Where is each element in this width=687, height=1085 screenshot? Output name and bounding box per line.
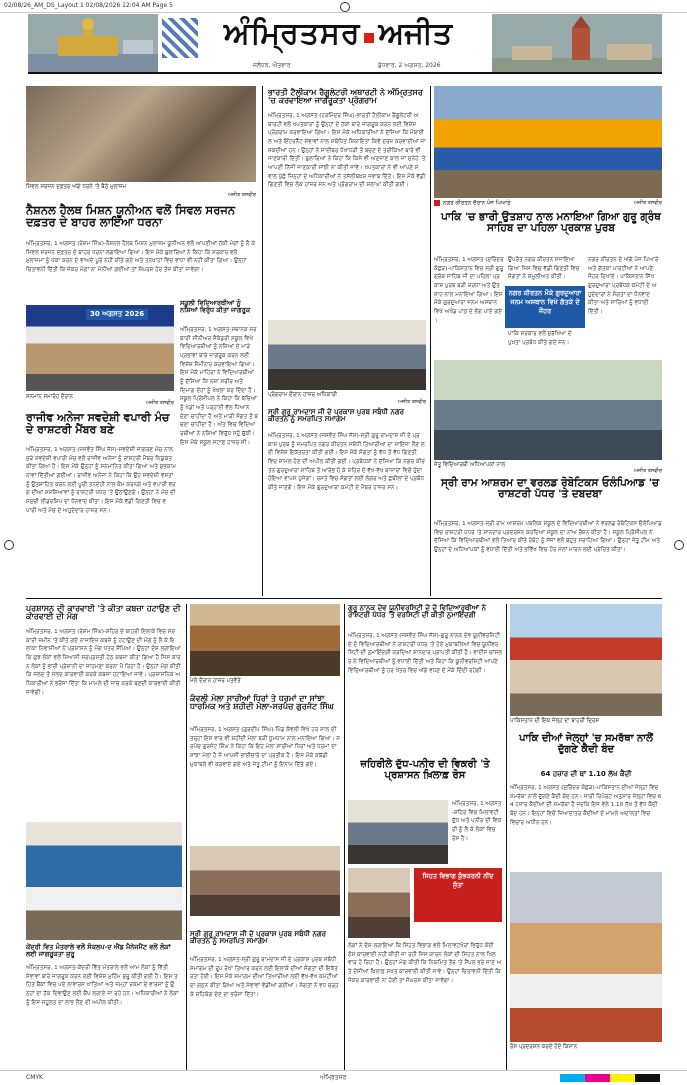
aneja-photo (26, 305, 174, 391)
parkash-pull-quote: ਨਗਰ ਕੀਰਤਨ ਮੌਕੇ ਗੁਰਦੁਆਰਾ ਜਨਮ ਅਸਥਾਨ ਵਿਖੇ ਗੱਤਕੇ ਦੇ ਜੌਹਰ (505, 286, 585, 328)
golden-temple-icon (28, 14, 158, 72)
mela-body: ਅੰਮ੍ਰਿਤਸਰ, 1 ਅਗਸਤ (ਗੁਰਦੀਪ ਸਿੰਘ)-ਪਿੰਡ ਕੰਵਲੀ ਵਿਖੇ ਹਰ ਸਾਲ ਦੀ ਤਰ੍ਹਾਂ ਇਸ ਵਾਰ ਵੀ ਸ਼ਹੀਦੀ ਮੇਲਾ ਬੜੀ ਧੂਮਧਾਮ ਨਾਲ ਮਨਾਇਆ ਗਿਆ। ਸਰਪੰਚ ਗੁਰਜੰਟ ਸਿੰਘ ਨੇ ਕਿਹਾ ਕਿ ਇਹ ਮੇਲਾ ਸਾਰੀਆਂ ਧਿਰਾਂ ਅਤੇ ਧਰਮਾਂ ਦਾ ਸਾਂਝਾ ਮੇਲਾ ਹੈ ਜੋ ਆਪਸੀ ਭਾਈਚਾਰੇ ਦਾ ਪ੍ਰਤੀਕ ਹੈ। ਇਸ ਮੌਕੇ ਕਬੱਡੀ ਮੁਕਾਬਲੇ ਵੀ ਕਰਵਾਏ ਗਏ ਅਤੇ ਜੇਤੂ ਟੀਮਾਂ ਨੂੰ ਇਨਾਮ ਦਿੱਤੇ ਗਏ। (190, 727, 340, 768)
parkash-headline: ਪਾਕਿ 'ਚ ਭਾਰੀ ਉਤਸ਼ਾਹ ਨਾਲ ਮਨਾਇਆ ਗਿਆ ਗੁਰੂ ਗ੍ਰੰਥ ਸਾਹਿਬ ਦਾ ਪਹਿਲਾ ਪ੍ਰਕਾਸ਼ ਪੁਰਬ (441, 211, 661, 235)
column-rule-2 (430, 86, 431, 596)
robotics-headline: ਸ੍ਰੀ ਰਾਮ ਆਸ਼ਰਮ ਦਾ ਵਰਲਡ ਰੋਬੋਟਿਕਸ ਓਲੰਪਿਆਡ 'ਚ ਰਾਸ਼ਟਰੀ ਪੱਧਰ 'ਤੇ ਦਬਦਬਾ (440, 477, 660, 501)
title-part-2: ਅਜੀਤ (378, 16, 453, 51)
encroachment-body: ਅੰਮ੍ਰਿਤਸਰ, 1 ਅਗਸਤ (ਰੇਸ਼ਮ ਸਿੰਘ)-ਸ਼ਹਿਰ ਦੇ ਬਾਹਰੀ ਇਲਾਕੇ ਵਿਚ ਸਰਕਾਰੀ ਜ਼ਮੀਨ 'ਤੇ ਕੀਤੇ ਗਏ ਨਾਜਾਇਜ਼ ਕਬਜ਼ੇ ਨੂੰ ਹਟਾਉਣ ਦੀ ਮੰਗ ਨੂੰ ਲੈ ਕੇ ਇਲਾਕਾ ਨਿਵਾਸੀਆਂ ਨੇ ਪ੍ਰਸ਼ਾਸਨ ਨੂੰ ਮੰਗ ਪੱਤਰ ਸੌਂਪਿਆ। ਉਨ੍ਹਾਂ ਦੋਸ਼ ਲਗਾਇਆ ਕਿ ਕੁਝ ਲੋਕਾਂ ਵਲੋਂ ਸਿਆਸੀ ਸਰਪ੍ਰਸਤੀ ਹੇਠ ਕਬਜ਼ਾ ਕੀਤਾ ਗਿਆ ਹੈ ਜਿਸ ਕਾਰਨ ਲੋਕਾਂ ਨੂੰ ਭਾਰੀ ਪ੍ਰੇਸ਼ਾਨੀ ਦਾ ਸਾਹਮਣਾ ਕਰਨਾ ਪੈ ਰਿਹਾ ਹੈ। ਉਨ੍ਹਾਂ ਮੰਗ ਕੀਤੀ ਕਿ ਜਲਦ ਤੋਂ ਜਲਦ ਕਾਰਵਾਈ ਕਰਕੇ ਕਬਜ਼ਾ ਹਟਾਇਆ ਜਾਵੇ। ਪ੍ਰਸ਼ਾਸਨਿਕ ਅਧਿਕਾਰੀਆਂ ਨੇ ਭਰੋਸਾ ਦਿੱਤਾ ਕਿ ਮਾਮਲੇ ਦੀ ਜਾਂਚ ਕਰਕੇ ਬਣਦੀ ਕਾਰਵਾਈ ਕੀਤੀ ਜਾਵੇਗੀ। (26, 629, 181, 696)
school-drugs-body: ਅੰਮ੍ਰਿਤਸਰ, 1 ਅਗਸਤ-ਸਥਾਨਕ ਸਰਕਾਰੀ ਸੀਨੀਅਰ ਸੈਕੰਡਰੀ ਸਕੂਲ ਵਿਖੇ ਵਿਦਿਆਰਥੀਆਂ ਨੂੰ ਨਸ਼ਿਆਂ ਦੇ ਮਾੜੇ ਪ੍ਰਭਾਵਾਂ ਬਾਰੇ ਜਾਗਰੂਕ ਕਰਨ ਲਈ ਵਿਸ਼ੇਸ਼ ਸੈਮੀਨਾਰ ਕਰਵਾਇਆ ਗਿਆ। ਇਸ ਮੌਕੇ ਮਾਹਿਰਾਂ ਨੇ ਵਿਦਿਆਰਥੀਆਂ ਨੂੰ ਦੱਸਿਆ ਕਿ ਨਸ਼ਾ ਸਰੀਰ ਅਤੇ ਦਿਮਾਗ ਦੋਹਾਂ ਨੂੰ ਖੋਖਲਾ ਕਰ ਦਿੰਦਾ ਹੈ। ਸਕੂਲ ਪ੍ਰਿੰਸੀਪਲ ਨੇ ਕਿਹਾ ਕਿ ਬੱਚਿਆਂ ਨੂੰ ਖੇਡਾਂ ਅਤੇ ਪੜ੍ਹਾਈ ਵੱਲ ਧਿਆਨ ਦੇਣਾ ਚਾਹੀਦਾ ਹੈ ਅਤੇ ਮਾੜੀ ਸੰਗਤ ਤੋਂ ਬਚਣਾ ਚਾਹੀਦਾ ਹੈ। ਅੰਤ ਵਿਚ ਵਿਦਿਆਰਥੀਆਂ ਨੇ ਨਸ਼ਿਆਂ ਵਿਰੁੱਧ ਸਹੁੰ ਚੁੱਕੀ। ਇਸ ਮੌਕੇ ਸਕੂਲ ਸਟਾਫ਼ ਹਾਜ਼ਰ ਸੀ। (180, 327, 258, 446)
jail-photo (510, 604, 662, 716)
trai-caption: ਪ੍ਰੋਗਰਾਮ ਦੌਰਾਨ ਹਾਜ਼ਰ ਅਧਿਕਾਰੀ (268, 392, 337, 398)
mela-headline: ਕੰਵਲੀ ਮੇਲਾ ਸਾਰੀਆਂ ਧਿਰਾਂ ਤੇ ਧਰਮਾਂ ਦਾ ਸਾਂਝਾ ਧਾਰਮਿਕ ਅਤੇ ਸ਼ਹੀਦੀ ਮੇਲਾ-ਸਰਪੰਚ ਗੁਰਜੰਟ ਸਿੰਘ (190, 693, 334, 712)
encroachment-headline: ਪ੍ਰਸ਼ਾਸਨ ਦੀ ਕਾਰਵਾਈ 'ਤੇ ਕੀਤਾ ਕਬਜ਼ਾ ਹਟਾਉਣ ਦੀ ਕਾਰਵਾਈ ਦੀ ਮੰਗ (26, 603, 181, 622)
nhm-body: ਅੰਮ੍ਰਿਤਸਰ, 1 ਅਗਸਤ (ਰੇਸ਼ਮ ਸਿੰਘ)-ਨੈਸ਼ਨਲ ਹੈਲਥ ਮਿਸ਼ਨ ਮੁਲਾਜ਼ਮ ਯੂਨੀਅਨ ਵਲੋਂ ਆਪਣੀਆਂ ਹੱਕੀ ਮੰਗਾਂ ਨੂੰ ਲੈ ਕੇ ਸਿਵਲ ਸਰਜਨ ਦਫ਼ਤਰ ਦੇ ਬਾਹਰ ਧਰਨਾ ਲਗਾਇਆ ਗਿਆ। ਇਸ ਮੌਕੇ ਬੁਲਾਰਿਆਂ ਨੇ ਕਿਹਾ ਕਿ ਸਰਕਾਰ ਵਲੋਂ ਮੁਲਾਜ਼ਮਾਂ ਨੂੰ ਪੱਕਾ ਕਰਨ ਦੇ ਵਾਅਦੇ ਪੂਰੇ ਨਹੀਂ ਕੀਤੇ ਗਏ ਅਤੇ ਤਨਖ਼ਾਹਾਂ ਵਿਚ ਵਾਧਾ ਵੀ ਨਹੀਂ ਕੀਤਾ ਗਿਆ। ਉਨ੍ਹਾਂ ਚਿਤਾਵਨੀ ਦਿੱਤੀ ਕਿ ਜੇਕਰ ਮੰਗਾਂ ਨਾ ਮੰਨੀਆਂ ਗਈਆਂ ਤਾਂ ਸੰਘਰਸ਼ ਹੋਰ ਤੇਜ਼ ਕੀਤਾ ਜਾਵੇਗਾ। (26, 241, 256, 273)
finance-ministry-photo (26, 822, 182, 940)
milk-red-box: ਸਿਹਤ ਵਿਭਾਗ ਕੁੰਭਕਰਨੀ ਨੀਂਦ ਸੁੱਤਾ (414, 868, 502, 922)
milk-body-1: ਅੰਮ੍ਰਿਤਸਰ, 1 ਅਗਸਤ-ਸ਼ਹਿਰ ਵਿਚ ਮਿਲਾਵਟੀ ਦੁੱਧ ਅਤੇ ਪਨੀਰ ਦੀ ਵਿਕਰੀ ਨੂੰ ਲੈ ਕੇ ਲੋਕਾਂ ਵਿਚ ਰੋਸ ਹੈ। (452, 801, 502, 842)
title-part-1: ਅੰਮ੍ਰਿਤਸਰ (223, 16, 361, 51)
nhm-protest-photo (26, 86, 256, 182)
parkash-photo (434, 86, 662, 198)
aneja-body: ਅੰਮ੍ਰਿਤਸਰ, 1 ਅਗਸਤ (ਜਸਵੰਤ ਸਿੰਘ ਜੱਸ)-ਸਵਦੇਸ਼ੀ ਜਾਗਰਣ ਮੰਚ ਨਾਲ ਜੁੜੇ ਸਵਦੇਸ਼ੀ ਵਪਾਰੀ ਮੰਚ ਵਲੋਂ ਰਾਜੀਵ ਅਨੇਜਾ ਨੂੰ ਰਾਸ਼ਟਰੀ ਮੈਂਬਰ ਨਿਯੁਕਤ ਕੀਤਾ ਗਿਆ ਹੈ। ਇਸ ਮੌਕੇ ਉਨ੍ਹਾਂ ਨੂੰ ਸਨਮਾਨਿਤ ਕੀਤਾ ਗਿਆ ਅਤੇ ਸ਼ੁਭਕਾਮਨਾਵਾਂ ਦਿੱਤੀਆਂ ਗਈਆਂ। ਰਾਜੀਵ ਅਨੇਜਾ ਨੇ ਕਿਹਾ ਕਿ ਉਹ ਸਵਦੇਸ਼ੀ ਵਸਤਾਂ ਨੂੰ ਉਤਸ਼ਾਹਿਤ ਕਰਨ ਲਈ ਪੂਰੀ ਤਨਦੇਹੀ ਨਾਲ ਕੰਮ ਕਰਨਗੇ ਅਤੇ ਵਪਾਰੀ ਵਰਗ ਦੀਆਂ ਸਮੱਸਿਆਵਾਂ ਨੂੰ ਰਾਸ਼ਟਰੀ ਪੱਧਰ 'ਤੇ ਉਠਾਉਣਗੇ। ਉਨ੍ਹਾਂ ਨੇ ਮੰਚ ਦੀ ਸਮੁੱਚੀ ਲੀਡਰਸ਼ਿਪ ਦਾ ਧੰਨਵਾਦ ਕੀਤਾ। ਇਸ ਮੌਕੇ ਵੱਡੀ ਗਿਣਤੀ ਵਿਚ ਵਪਾਰੀ ਅਤੇ ਮੰਚ ਦੇ ਅਹੁਦੇਦਾਰ ਹਾਜ਼ਰ ਸਨ। (26, 447, 176, 514)
bullet-icon (434, 200, 440, 206)
masthead-date: ਬੁੱਧਵਾਰ, 2 ਅਗਸਤ, 2026 (378, 62, 441, 69)
parkash-body-1: ਅੰਮ੍ਰਿਤਸਰ, 1 ਅਗਸਤ (ਸੁਰਿੰਦਰ ਕੋਛੜ)-ਪਾਕਿਸਤਾਨ ਵਿਚ ਸ੍ਰੀ ਗੁਰੂ ਗ੍ਰੰਥ ਸਾਹਿਬ ਜੀ ਦਾ ਪਹਿਲਾ ਪ੍ਰਕਾਸ਼ ਪੁਰਬ ਬੜੀ ਸ਼ਰਧਾ ਅਤੇ ਉਤਸ਼ਾਹ ਨਾਲ ਮਨਾਇਆ ਗਿਆ। ਇਸ ਮੌਕੇ ਗੁਰਦੁਆਰਾ ਜਨਮ ਅਸਥਾਨ ਵਿਖੇ ਅਖੰਡ ਪਾਠ ਦੇ ਭੋਗ ਪਾਏ ਗਏ। (434, 257, 504, 324)
school-drugs-headline: ਸਕੂਲੀ ਵਿਦਿਆਰਥੀਆਂ ਨੂੰ ਨਸ਼ਿਆਂ ਵਿਰੁੱਧ ਕੀਤਾ ਜਾਗਰੂਕ (180, 299, 251, 314)
milk-photo-1 (348, 800, 448, 864)
masthead-left-image (28, 14, 158, 72)
trai-byline: ਅਜੀਤ ਤਸਵੀਰ (397, 399, 426, 405)
column-rule-4 (344, 604, 345, 1070)
parkash-body-3: ਪਾਕਿ ਸਰਕਾਰ ਵਲੋਂ ਸੁਰੱਖਿਆ ਦੇ ਪੁਖ਼ਤਾ ਪ੍ਰਬੰਧ ਕੀਤੇ ਗਏ ਸਨ। (508, 331, 572, 346)
footer-center: ਅੰਮ੍ਰਿਤਸਰ (320, 1074, 347, 1081)
milk-headline: ਜ਼ਹਿਰੀਲੇ ਦੁੱਧ-ਪਨੀਰ ਦੀ ਵਿਕਰੀ 'ਤੇ ਪ੍ਰਸ਼ਾਸਨ ਖ਼ਿਲਾਫ਼ ਰੋਸ (360, 759, 490, 781)
robotics-byline: ਅਜੀਤ ਤਸਵੀਰ (633, 468, 662, 474)
jail-headline: ਪਾਕਿ ਦੀਆਂ ਜੇਲ੍ਹਾਂ 'ਚ ਸਮਰੱਥਾ ਨਾਲੋਂ ਦੁੱਗਣੇ ਕੈਦੀ ਬੰਦ (519, 733, 653, 755)
nhm-headline: ਨੈਸ਼ਨਲ ਹੈਲਥ ਮਿਸ਼ਨ ਯੂਨੀਅਨ ਵਲੋਂ ਸਿਵਲ ਸਰਜਨ ਦਫ਼ਤਰ ਦੇ ਬਾਹਰ ਲਾਇਆ ਧਰਨਾ (26, 203, 236, 230)
mela-caption: ਮੇਲੇ ਦੌਰਾਨ ਹਾਜ਼ਰ ਪਤਵੰਤੇ (190, 678, 241, 684)
finance-ministry-body: ਅੰਮ੍ਰਿਤਸਰ, 1 ਅਗਸਤ-ਕੇਂਦਰੀ ਵਿੱਤ ਮੰਤਰਾਲੇ ਵਲੋਂ ਆਮ ਲੋਕਾਂ ਨੂੰ ਵਿੱਤੀ ਸੇਵਾਵਾਂ ਬਾਰੇ ਜਾਗਰੂਕ ਕਰਨ ਲਈ ਵਿਸ਼ੇਸ਼ ਮੁਹਿੰਮ ਸ਼ੁਰੂ ਕੀਤੀ ਗਈ ਹੈ। ਇਸ ਤਹਿਤ ਬੈਂਕਾਂ ਵਿਚ ਪਏ ਲਾਵਾਰਸ ਖਾਤਿਆਂ ਅਤੇ ਜਮ੍ਹਾਂ ਰਕਮਾਂ ਦੇ ਵਾਰਸਾਂ ਨੂੰ ਉਨ੍ਹਾਂ ਦਾ ਹੱਕ ਦਿਵਾਉਣ ਲਈ ਕੈਂਪ ਲਗਾਏ ਜਾ ਰਹੇ ਹਨ। ਅਧਿਕਾਰੀਆਂ ਨੇ ਲੋਕਾਂ ਨੂੰ ਇਸ ਸਹੂਲਤ ਦਾ ਲਾਭ ਲੈਣ ਦੀ ਅਪੀਲ ਕੀਤੀ। (26, 965, 179, 1006)
gndu-headline: ਗੁਰੂ ਨਾਨਕ ਦੇਵ ਯੂਨੀਵਰਸਿਟੀ ਦੇ ਦੋ ਵਿਦਿਆਰਥੀਆਂ ਨੇ ਰਾਸ਼ਟਰੀ ਪੱਧਰ 'ਤੇ ਵਰਸਿਟੀ ਦੀ ਕੀਤੀ ਨੁਮਾਇੰਦਗੀ (348, 603, 486, 620)
aneja-byline: ਅਜੀਤ ਤਸਵੀਰ (145, 400, 174, 406)
aneja-headline: ਰਾਜੀਵ ਅਨੇਜਾ ਸਵਦੇਸ਼ੀ ਵਪਾਰੀ ਮੰਚ ਦੇ ਰਾਸ਼ਟਰੀ ਮੈਂਬਰ ਬਣੇ (26, 411, 170, 436)
robotics-caption: ਜੇਤੂ ਵਿਦਿਆਰਥੀ ਅਧਿਆਪਕਾਂ ਨਾਲ (434, 462, 506, 468)
gururamdas-headline: ਸ੍ਰੀ ਗੁਰੂ ਰਾਮਦਾਸ ਜੀ ਦੇ ਪ੍ਰਕਾਸ਼ ਪੁਰਬ ਸਬੰਧੀ ਨਗਰ ਕੀਰਤਨ ਨੂੰ ਸਮਰਪਿਤ ਸਮਾਗਮ (268, 407, 405, 424)
gururamdas-headline-2: ਸ੍ਰੀ ਗੁਰੂ ਰਾਮਦਾਸ ਜੀ ਦੇ ਪ੍ਰਕਾਸ਼ ਪੁਰਬ ਸਬੰਧੀ ਨਗਰ ਕੀਰਤਨ ਨੂੰ ਸਮਰਪਿਤ ਸਮਾਗਮ (190, 929, 327, 946)
footer-cmyk: CMYK (26, 1074, 43, 1081)
mela-photo-2 (190, 846, 340, 916)
milk-photo-2 (348, 868, 410, 938)
registration-mark-top (340, 2, 350, 12)
trai-body: ਅੰਮ੍ਰਿਤਸਰ, 1 ਅਗਸਤ (ਹਰਮਿੰਦਰ ਸਿੰਘ)-ਭਾਰਤੀ ਟੈਲੀਕਾਮ ਰੈਗੂਲੇਟਰੀ ਅਥਾਰਟੀ ਵਲੋਂ ਖਪਤਕਾਰਾਂ ਨੂੰ ਉਨ੍ਹਾਂ ਦੇ ਹੱਕਾਂ ਬਾਰੇ ਜਾਗਰੂਕ ਕਰਨ ਲਈ ਵਿਸ਼ੇਸ਼ ਪ੍ਰੋਗਰਾਮ ਕਰਵਾਇਆ ਗਿਆ। ਇਸ ਮੌਕੇ ਅਧਿਕਾਰੀਆਂ ਨੇ ਦੱਸਿਆ ਕਿ ਮੋਬਾਈਲ ਅਤੇ ਇੰਟਰਨੈੱਟ ਸੇਵਾਵਾਂ ਨਾਲ ਸਬੰਧਿਤ ਸ਼ਿਕਾਇਤਾਂ ਕਿਵੇਂ ਦਰਜ ਕਰਵਾਈਆਂ ਜਾ ਸਕਦੀਆਂ ਹਨ। ਉਨ੍ਹਾਂ ਨੇ ਸਾਈਬਰ ਧੋਖਾਧੜੀ ਤੋਂ ਬਚਣ ਦੇ ਤਰੀਕਿਆਂ ਬਾਰੇ ਵੀ ਜਾਣਕਾਰੀ ਦਿੱਤੀ। ਬੁਲਾਰਿਆਂ ਨੇ ਕਿਹਾ ਕਿ ਕਿਸੇ ਵੀ ਅਣਜਾਣ ਕਾਲ ਜਾਂ ਸੁਨੇਹੇ 'ਤੇ ਆਪਣੀ ਨਿੱਜੀ ਜਾਣਕਾਰੀ ਸਾਂਝੀ ਨਾ ਕੀਤੀ ਜਾਵੇ। ਖਪਤਕਾਰਾਂ ਨੇ ਵੀ ਆਪਣੇ ਸਵਾਲ ਪੁੱਛੇ ਜਿਨ੍ਹਾਂ ਦੇ ਅਧਿਕਾਰੀਆਂ ਨੇ ਤਸੱਲੀਬਖ਼ਸ਼ ਜਵਾਬ ਦਿੱਤੇ। ਇਸ ਮੌਕੇ ਵੱਡੀ ਗਿਣਤੀ ਵਿਚ ਲੋਕ ਹਾਜ਼ਰ ਸਨ ਅਤੇ ਪ੍ਰੋਗਰਾਮ ਦੀ ਸ਼ਲਾਘਾ ਕੀਤੀ ਗਈ। (268, 113, 426, 189)
column-rule-5 (506, 604, 507, 1070)
page-footer (0, 1070, 687, 1085)
farmers-protest-photo (510, 872, 662, 1042)
robotics-body: ਅੰਮ੍ਰਿਤਸਰ, 1 ਅਗਸਤ-ਸ੍ਰੀ ਰਾਮ ਆਸ਼ਰਮ ਪਬਲਿਕ ਸਕੂਲ ਦੇ ਵਿਦਿਆਰਥੀਆਂ ਨੇ ਵਰਲਡ ਰੋਬੋਟਿਕਸ ਓਲੰਪਿਆਡ ਵਿਚ ਰਾਸ਼ਟਰੀ ਪੱਧਰ 'ਤੇ ਸ਼ਾਨਦਾਰ ਪ੍ਰਦਰਸ਼ਨ ਕਰਦਿਆਂ ਸਕੂਲ ਦਾ ਨਾਂਅ ਰੌਸ਼ਨ ਕੀਤਾ ਹੈ। ਸਕੂਲ ਪ੍ਰਿੰਸੀਪਲ ਨੇ ਦੱਸਿਆ ਕਿ ਵਿਦਿਆਰਥੀਆਂ ਵਲੋਂ ਤਿਆਰ ਕੀਤੇ ਰੋਬੋਟ ਨੂੰ ਜੱਜਾਂ ਵਲੋਂ ਬਹੁਤ ਸਰਾਹਿਆ ਗਿਆ। ਉਨ੍ਹਾਂ ਜੇਤੂ ਟੀਮ ਅਤੇ ਉਨ੍ਹਾਂ ਦੇ ਅਧਿਆਪਕਾਂ ਨੂੰ ਵਧਾਈ ਦਿੱਤੀ ਅਤੇ ਭਵਿੱਖ ਵਿਚ ਹੋਰ ਮੱਲਾਂ ਮਾਰਨ ਲਈ ਪ੍ਰੇਰਿਤ ਕੀਤਾ। (434, 521, 662, 553)
trai-photo (268, 320, 426, 390)
masthead-pattern-left (162, 18, 198, 58)
robotics-photo (434, 360, 662, 460)
jail-subhead: 64 ਹਜ਼ਾਰ ਦੀ ਥਾਂ 1.10 ਲੱਖ ਕੈਦੀ (540, 770, 632, 778)
masthead-title (208, 16, 468, 60)
registration-mark-right (674, 540, 684, 550)
color-bar (560, 1074, 660, 1082)
column-rule-3 (186, 604, 187, 1070)
gururamdas-body-2: ਅੰਮ੍ਰਿਤਸਰ, 1 ਅਗਸਤ-ਸ੍ਰੀ ਗੁਰੂ ਰਾਮਦਾਸ ਜੀ ਦੇ ਪ੍ਰਕਾਸ਼ ਪੁਰਬ ਸਬੰਧੀ ਸਮਾਗਮ ਦੀ ਰੂਪ ਰੇਖਾ ਤਿਆਰ ਕਰਨ ਲਈ ਇਲਾਕੇ ਦੀਆਂ ਸੰਗਤਾਂ ਦੀ ਇਕੱਤਰਤਾ ਹੋਈ। ਇਸ ਮੌਕੇ ਸਮਾਗਮ ਦੀਆਂ ਤਿਆਰੀਆਂ ਲਈ ਵੱਖ-ਵੱਖ ਕਮੇਟੀਆਂ ਦਾ ਗਠਨ ਕੀਤਾ ਗਿਆ ਅਤੇ ਸੇਵਾਵਾਂ ਵੰਡੀਆਂ ਗਈਆਂ। ਸੰਗਤਾਂ ਨੇ ਵਧ ਚੜ੍ਹ ਕੇ ਸਹਿਯੋਗ ਦੇਣ ਦਾ ਭਰੋਸਾ ਦਿੱਤਾ। (190, 957, 339, 998)
aneja-caption: ਸਨਮਾਨ ਸਮਾਰੋਹ ਦੌਰਾਨ (26, 394, 73, 400)
gndu-body: ਅੰਮ੍ਰਿਤਸਰ, 1 ਅਗਸਤ (ਜਸਵੰਤ ਸਿੰਘ ਜੱਸ)-ਗੁਰੂ ਨਾਨਕ ਦੇਵ ਯੂਨੀਵਰਸਿਟੀ ਦੇ ਦੋ ਵਿਦਿਆਰਥੀਆਂ ਨੇ ਰਾਸ਼ਟਰੀ ਪੱਧਰ 'ਤੇ ਹੋਏ ਮੁਕਾਬਲਿਆਂ ਵਿਚ ਯੂਨੀਵਰਸਿਟੀ ਦੀ ਨੁਮਾਇੰਦਗੀ ਕਰਦਿਆਂ ਸ਼ਾਨਦਾਰ ਪ੍ਰਾਪਤੀ ਕੀਤੀ ਹੈ। ਵਾਈਸ ਚਾਂਸਲਰ ਨੇ ਵਿਦਿਆਰਥੀਆਂ ਨੂੰ ਵਧਾਈ ਦਿੱਤੀ ਅਤੇ ਕਿਹਾ ਕਿ ਯੂਨੀਵਰਸਿਟੀ ਆਪਣੇ ਵਿਦਿਆਰਥੀਆਂ ਨੂੰ ਹਰ ਖੇਤਰ ਵਿਚ ਅੱਗੇ ਵਧਣ ਦੇ ਮੌਕੇ ਦਿੰਦੀ ਰਹੇਗੀ। (348, 633, 502, 674)
trai-headline: ਭਾਰਤੀ ਟੈਲੀਕਾਮ ਰੈਗੂਲੇਟਰੀ ਅਥਾਰਟੀ ਨੇ ਅੰਮ੍ਰਿਤਸਰ 'ਚ ਕਰਵਾਇਆ ਜਾਗਰੂਕਤਾ ਪ੍ਰੋਗਰਾਮ (268, 87, 423, 106)
jail-caption: ਪਾਕਿਸਤਾਨ ਦੀ ਇਕ ਜੇਲ੍ਹ ਦਾ ਬਾਹਰੀ ਦ੍ਰਿਸ਼ (510, 718, 599, 724)
slug-text: 02/08/26_AM_DS_Layout 1 02/08/2026 12:04 AM Page 5 (4, 2, 173, 9)
finance-ministry-headline: ਕੇਂਦਰੀ ਵਿਤ ਮੰਤਰਾਲੇ ਵਲੋਂ ਸੰਕਲਪ-ਦ ਐਂਡ ਮੈਨੇਜਮੈਂਟ ਵਲੋਂ ਲੋਕਾਂ ਲਈ ਜਾਗਰੂਕਤਾ ਸ਼ੁਰੂ (26, 943, 171, 958)
nhm-caption: ਸਿਵਲ ਸਰਜਨ ਦਫ਼ਤਰ ਅੱਗੇ ਧਰਨੇ 'ਤੇ ਬੈਠੇ ਮੁਲਾਜ਼ਮ (26, 184, 127, 190)
masthead-subtitle: ਜਲੰਧਰ, ਐਤਵਾਰ (253, 62, 291, 69)
milk-body-2: ਲੋਕਾਂ ਨੇ ਦੋਸ਼ ਲਗਾਇਆ ਕਿ ਸਿਹਤ ਵਿਭਾਗ ਵਲੋਂ ਮਿਲਾਵਟਖੋਰਾਂ ਵਿਰੁੱਧ ਕੋਈ ਠੋਸ ਕਾਰਵਾਈ ਨਹੀਂ ਕੀਤੀ ਜਾ ਰਹੀ ਜਿਸ ਕਾਰਨ ਲੋਕਾਂ ਦੀ ਸਿਹਤ ਨਾਲ ਖਿਲਵਾੜ ਹੋ ਰਿਹਾ ਹੈ। ਉਨ੍ਹਾਂ ਮੰਗ ਕੀਤੀ ਕਿ ਨਿਯਮਿਤ ਤੌਰ 'ਤੇ ਸੈਂਪਲ ਭਰੇ ਜਾਣ ਅਤੇ ਦੋਸ਼ੀਆਂ ਖ਼ਿਲਾਫ਼ ਸਖ਼ਤ ਕਾਰਵਾਈ ਕੀਤੀ ਜਾਵੇ। ਉਨ੍ਹਾਂ ਚਿਤਾਵਨੀ ਦਿੱਤੀ ਕਿ ਜੇਕਰ ਕਾਰਵਾਈ ਨਾ ਹੋਈ ਤਾਂ ਸੰਘਰਸ਼ ਕੀਤਾ ਜਾਵੇਗਾ। (348, 943, 502, 984)
nhm-byline: ਅਜੀਤ ਤਸਵੀਰ (227, 192, 256, 198)
jail-body: ਅੰਮ੍ਰਿਤਸਰ, 1 ਅਗਸਤ (ਸੁਰਿੰਦਰ ਕੋਛੜ)-ਪਾਕਿਸਤਾਨ ਦੀਆਂ ਜੇਲ੍ਹਾਂ ਵਿਚ ਸਮਰੱਥਾ ਨਾਲੋਂ ਦੁੱਗਣੇ ਕੈਦੀ ਬੰਦ ਹਨ। ਜਾਰੀ ਰਿਪੋਰਟ ਅਨੁਸਾਰ ਜੇਲ੍ਹਾਂ ਵਿਚ 64 ਹਜ਼ਾਰ ਕੈਦੀਆਂ ਦੀ ਸਮਰੱਥਾ ਹੈ ਜਦਕਿ ਇਸ ਵੇਲੇ 1.10 ਲੱਖ ਤੋਂ ਵੱਧ ਕੈਦੀ ਬੰਦ ਹਨ। ਇਨ੍ਹਾਂ ਵਿਚੋਂ ਜ਼ਿਆਦਾਤਰ ਕੈਦੀਆਂ ਦੇ ਮਾਮਲੇ ਅਦਾਲਤਾਂ ਵਿਚ ਵਿਚਾਰ ਅਧੀਨ ਹਨ। (510, 785, 662, 826)
masthead-right-image (492, 14, 662, 72)
monument-icon (492, 14, 662, 72)
masthead (28, 14, 662, 74)
gururamdas-body: ਅੰਮ੍ਰਿਤਸਰ, 1 ਅਗਸਤ (ਜਸਵੰਤ ਸਿੰਘ ਜੱਸ)-ਸ੍ਰੀ ਗੁਰੂ ਰਾਮਦਾਸ ਜੀ ਦੇ ਪ੍ਰਕਾਸ਼ ਪੁਰਬ ਨੂੰ ਸਮਰਪਿਤ ਨਗਰ ਕੀਰਤਨ ਸਬੰਧੀ ਤਿਆਰੀਆਂ ਦਾ ਜਾਇਜ਼ਾ ਲੈਣ ਲਈ ਵਿਸ਼ੇਸ਼ ਇਕੱਤਰਤਾ ਕੀਤੀ ਗਈ। ਇਸ ਮੌਕੇ ਸੰਗਤਾਂ ਨੂੰ ਵੱਧ ਤੋਂ ਵੱਧ ਗਿਣਤੀ ਵਿਚ ਸ਼ਾਮਲ ਹੋਣ ਦੀ ਅਪੀਲ ਕੀਤੀ ਗਈ। ਪ੍ਰਬੰਧਕਾਂ ਨੇ ਦੱਸਿਆ ਕਿ ਨਗਰ ਕੀਰਤਨ ਗੁਰਦੁਆਰਾ ਸਾਹਿਬ ਤੋਂ ਆਰੰਭ ਹੋ ਕੇ ਸ਼ਹਿਰ ਦੇ ਵੱਖ-ਵੱਖ ਬਾਜ਼ਾਰਾਂ ਵਿਚੋਂ ਹੁੰਦਾ ਹੋਇਆ ਵਾਪਸ ਪੁੱਜੇਗਾ। ਰਸਤੇ ਵਿਚ ਸੰਗਤਾਂ ਲਈ ਲੰਗਰ ਅਤੇ ਛਬੀਲਾਂ ਦੇ ਪ੍ਰਬੰਧ ਕੀਤੇ ਜਾਣਗੇ। ਇਸ ਮੌਕੇ ਗੁਰਦੁਆਰਾ ਕਮੇਟੀ ਦੇ ਮੈਂਬਰ ਹਾਜ਼ਰ ਸਨ। (268, 433, 425, 491)
column-rule (262, 86, 263, 596)
aneja-banner: 30 ਅਗਸਤ 2026 (86, 309, 148, 320)
parkash-body-2: ਉਪਰੰਤ ਨਗਰ ਕੀਰਤਨ ਸਜਾਇਆ ਗਿਆ ਜਿਸ ਵਿਚ ਵੱਡੀ ਗਿਣਤੀ ਵਿਚ ਸੰਗਤਾਂ ਨੇ ਸ਼ਮੂਲੀਅਤ ਕੀਤੀ। (508, 257, 580, 281)
section-rule (26, 598, 662, 599)
registration-mark-left (4, 540, 14, 550)
parkash-caption-text: ਨਗਰ ਕੀਰਤਨ ਦੌਰਾਨ ਪੰਜ ਪਿਆਰੇ (443, 200, 511, 207)
mela-photo-1 (190, 604, 340, 676)
farmers-caption: ਰੋਸ ਪ੍ਰਦਰਸ਼ਨ ਕਰਦੇ ਹੋਏ ਕਿਸਾਨ (510, 1044, 578, 1050)
parkash-byline: ਅਜੀਤ ਤਸਵੀਰ (633, 200, 662, 206)
parkash-body-4: ਨਗਰ ਕੀਰਤਨ ਦੇ ਅੱਗੇ ਪੰਜ ਪਿਆਰੇ ਅਤੇ ਗੱਤਕਾ ਪਾਰਟੀਆਂ ਨੇ ਆਪਣੇ ਜੌਹਰ ਦਿਖਾਏ। ਪਾਕਿਸਤਾਨ ਸਿੱਖ ਗੁਰਦੁਆਰਾ ਪ੍ਰਬੰਧਕ ਕਮੇਟੀ ਦੇ ਅਹੁਦੇਦਾਰਾਂ ਨੇ ਸੰਗਤਾਂ ਦਾ ਧੰਨਵਾਦ ਕੀਤਾ ਅਤੇ ਸਾਰਿਆਂ ਨੂੰ ਵਧਾਈ ਦਿੱਤੀ। (588, 257, 659, 315)
title-separator-icon (364, 33, 374, 43)
